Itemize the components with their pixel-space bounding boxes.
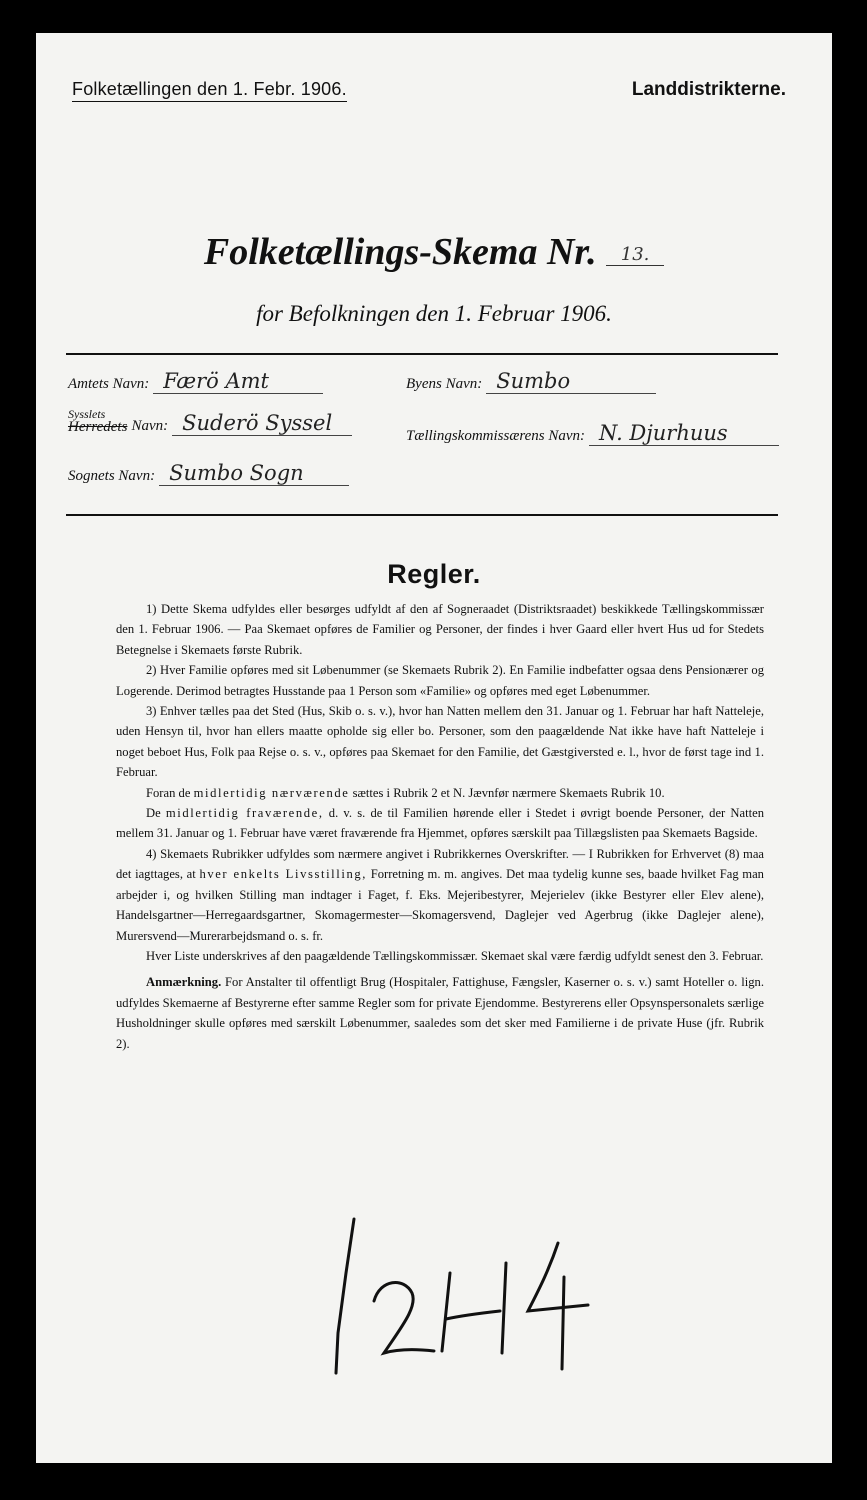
bottom-divider [66,514,778,516]
amt-label: Amtets Navn: [68,376,150,392]
form-title-text: Folketællings-Skema Nr. [203,231,597,273]
rule-3c [116,803,764,844]
rule-3b-pre: Foran de [146,785,191,800]
rule-4-spaced: hver enkelts Livsstilling, [199,867,368,882]
rule-3b [116,783,764,803]
rule-3c-post: d. v. s. de til Familien hørende eller i Stedet i øvrigt boende Personer, der Natten mellem 31. Januar og 1. Februar have været fraværende fra Hjemmet, opføres særskilt paa Tillægslisten paa Skemaets Bagside. [116,806,764,841]
kommissaer-value: N. Djurhuus [589,421,779,446]
rule-4 [116,844,764,946]
census-header-right: Landdistrikterne. [631,79,786,100]
sogn-value: Sumbo Sogn [159,461,349,486]
census-form-page [36,33,832,1463]
handwritten-archive-number [296,1183,626,1443]
syssel-note-handwritten: Sysslets [68,407,106,421]
rule-5: Hver Liste underskrives af den paagældende Tællingskommissær. Skemaet skal være færdig udfyldt senest den 3. Februar. [146,948,764,963]
kommissaer-label: Tællingskommissærens Navn: [406,428,586,444]
anmaerkning-heading: Anmærkning. [146,975,222,990]
form-number-handwritten: 13. [606,244,664,266]
regler-heading: Regler. [387,559,481,589]
anmaerkning [116,972,764,1054]
rules-body [116,599,764,1054]
top-divider [66,353,778,355]
anmaerkning-text: For Anstalter til offentligt Brug (Hospitaler, Fattighuse, Fængsler, Kaserner o. s. v.) samt Hoteller o. lign. udfyldes Skemaerne af Bestyrerne efter samme Regler som for private Ejendomme. Bestyrerens eller Opsynspersonalets særlige Husholdninger skulle opføres med særskilt Løbenummer, saaledes som det sker med Familierne i de private Huse (jfr. Rubrik 2). [116,975,764,1051]
sogn-label: Sognets Navn: [68,468,156,484]
rule-4-post: Forretning m. m. angives. Det maa tydelig kunne ses, baade hvilket Fag man arbejder i, og hvilken Stilling man indtager i Faget, f. Eks. Mejeribestyrer, Mejerielev (ikke Bestyrer eller Elev alene), Handelsgartner—Herregaardsgartner, Skomagermester—Skomagersvend, Daglejer ved Agerbrug (ikke Daglejer alene), Murersvend—Murerarbejdsmand o. s. fr. [116,867,764,943]
census-header-left: Folketællingen den 1. Febr. 1906. [72,79,347,102]
form-subtitle: for Befolkningen den 1. Februar 1906. [256,301,612,326]
navn-label: Navn: [131,418,169,434]
kommissaer-field [406,421,779,446]
amt-value: Færö Amt [153,369,323,394]
rule-3c-pre: De [146,806,161,821]
rule-3b-post: sættes i Rubrik 2 et N. Jævnfør nærmere Skemaets Rubrik 10. [352,785,665,800]
herred-field [68,407,352,436]
sogn-field [68,461,349,486]
rule-2: 2) Hver Familie opføres med sit Løbenummer (se Skemaets Rubrik 2). En Familie indbefatter ogsaa dens Pensionærer og Logerende. Derimod betragtes Husstande paa 1 Person som «Familie» og opføres med eget Løbenummer. [116,663,764,698]
byens-value: Sumbo [486,369,656,394]
herred-value: Suderö Syssel [172,411,352,436]
byens-field [406,369,656,394]
byens-label: Byens Navn: [406,376,483,392]
rule-3c-spaced: midlertidig fraværende, [165,806,324,821]
amt-field [68,369,323,394]
rule-3: 3) Enhver tælles paa det Sted (Hus, Skib o. s. v.), hvor han Natten mellem den 31. Januar og 1. Februar har haft Natteleje, uden Hensyn til, hvor han ellers maatte opholde sig eller bo. Personer, som den paagældende Nat ikke have haft Natteleje i noget beboet Hus, Folk paa Rejse o. s. v., opføres paa Skemaet for den Familie, det Gæstgiversted e. l., hvor de først tage ind 1. Februar. [116,704,764,780]
rule-4-pre: 4) Skemaets Rubrikker udfyldes som nærmere angivet i Rubrikkernes Overskrifter. — I Rubrikken for Erhvervet (8) maa det iagttages, at [116,846,764,882]
form-title [36,230,832,274]
rule-3b-spaced: midlertidig nærværende [193,785,350,800]
rule-1: 1) Dette Skema udfyldes eller besørges udfyldt af den af Sogneraadet (Distriktsraadet) beskikkede Tællingskommissær den 1. Februar 1906. — Paa Skemaet opføres de Familier og Personer, der findes i hver Gaard eller hvert Hus ud for Stedets Betegnelse i Skemaets første Rubrik. [116,602,764,657]
herred-label: Herredets [68,419,128,435]
